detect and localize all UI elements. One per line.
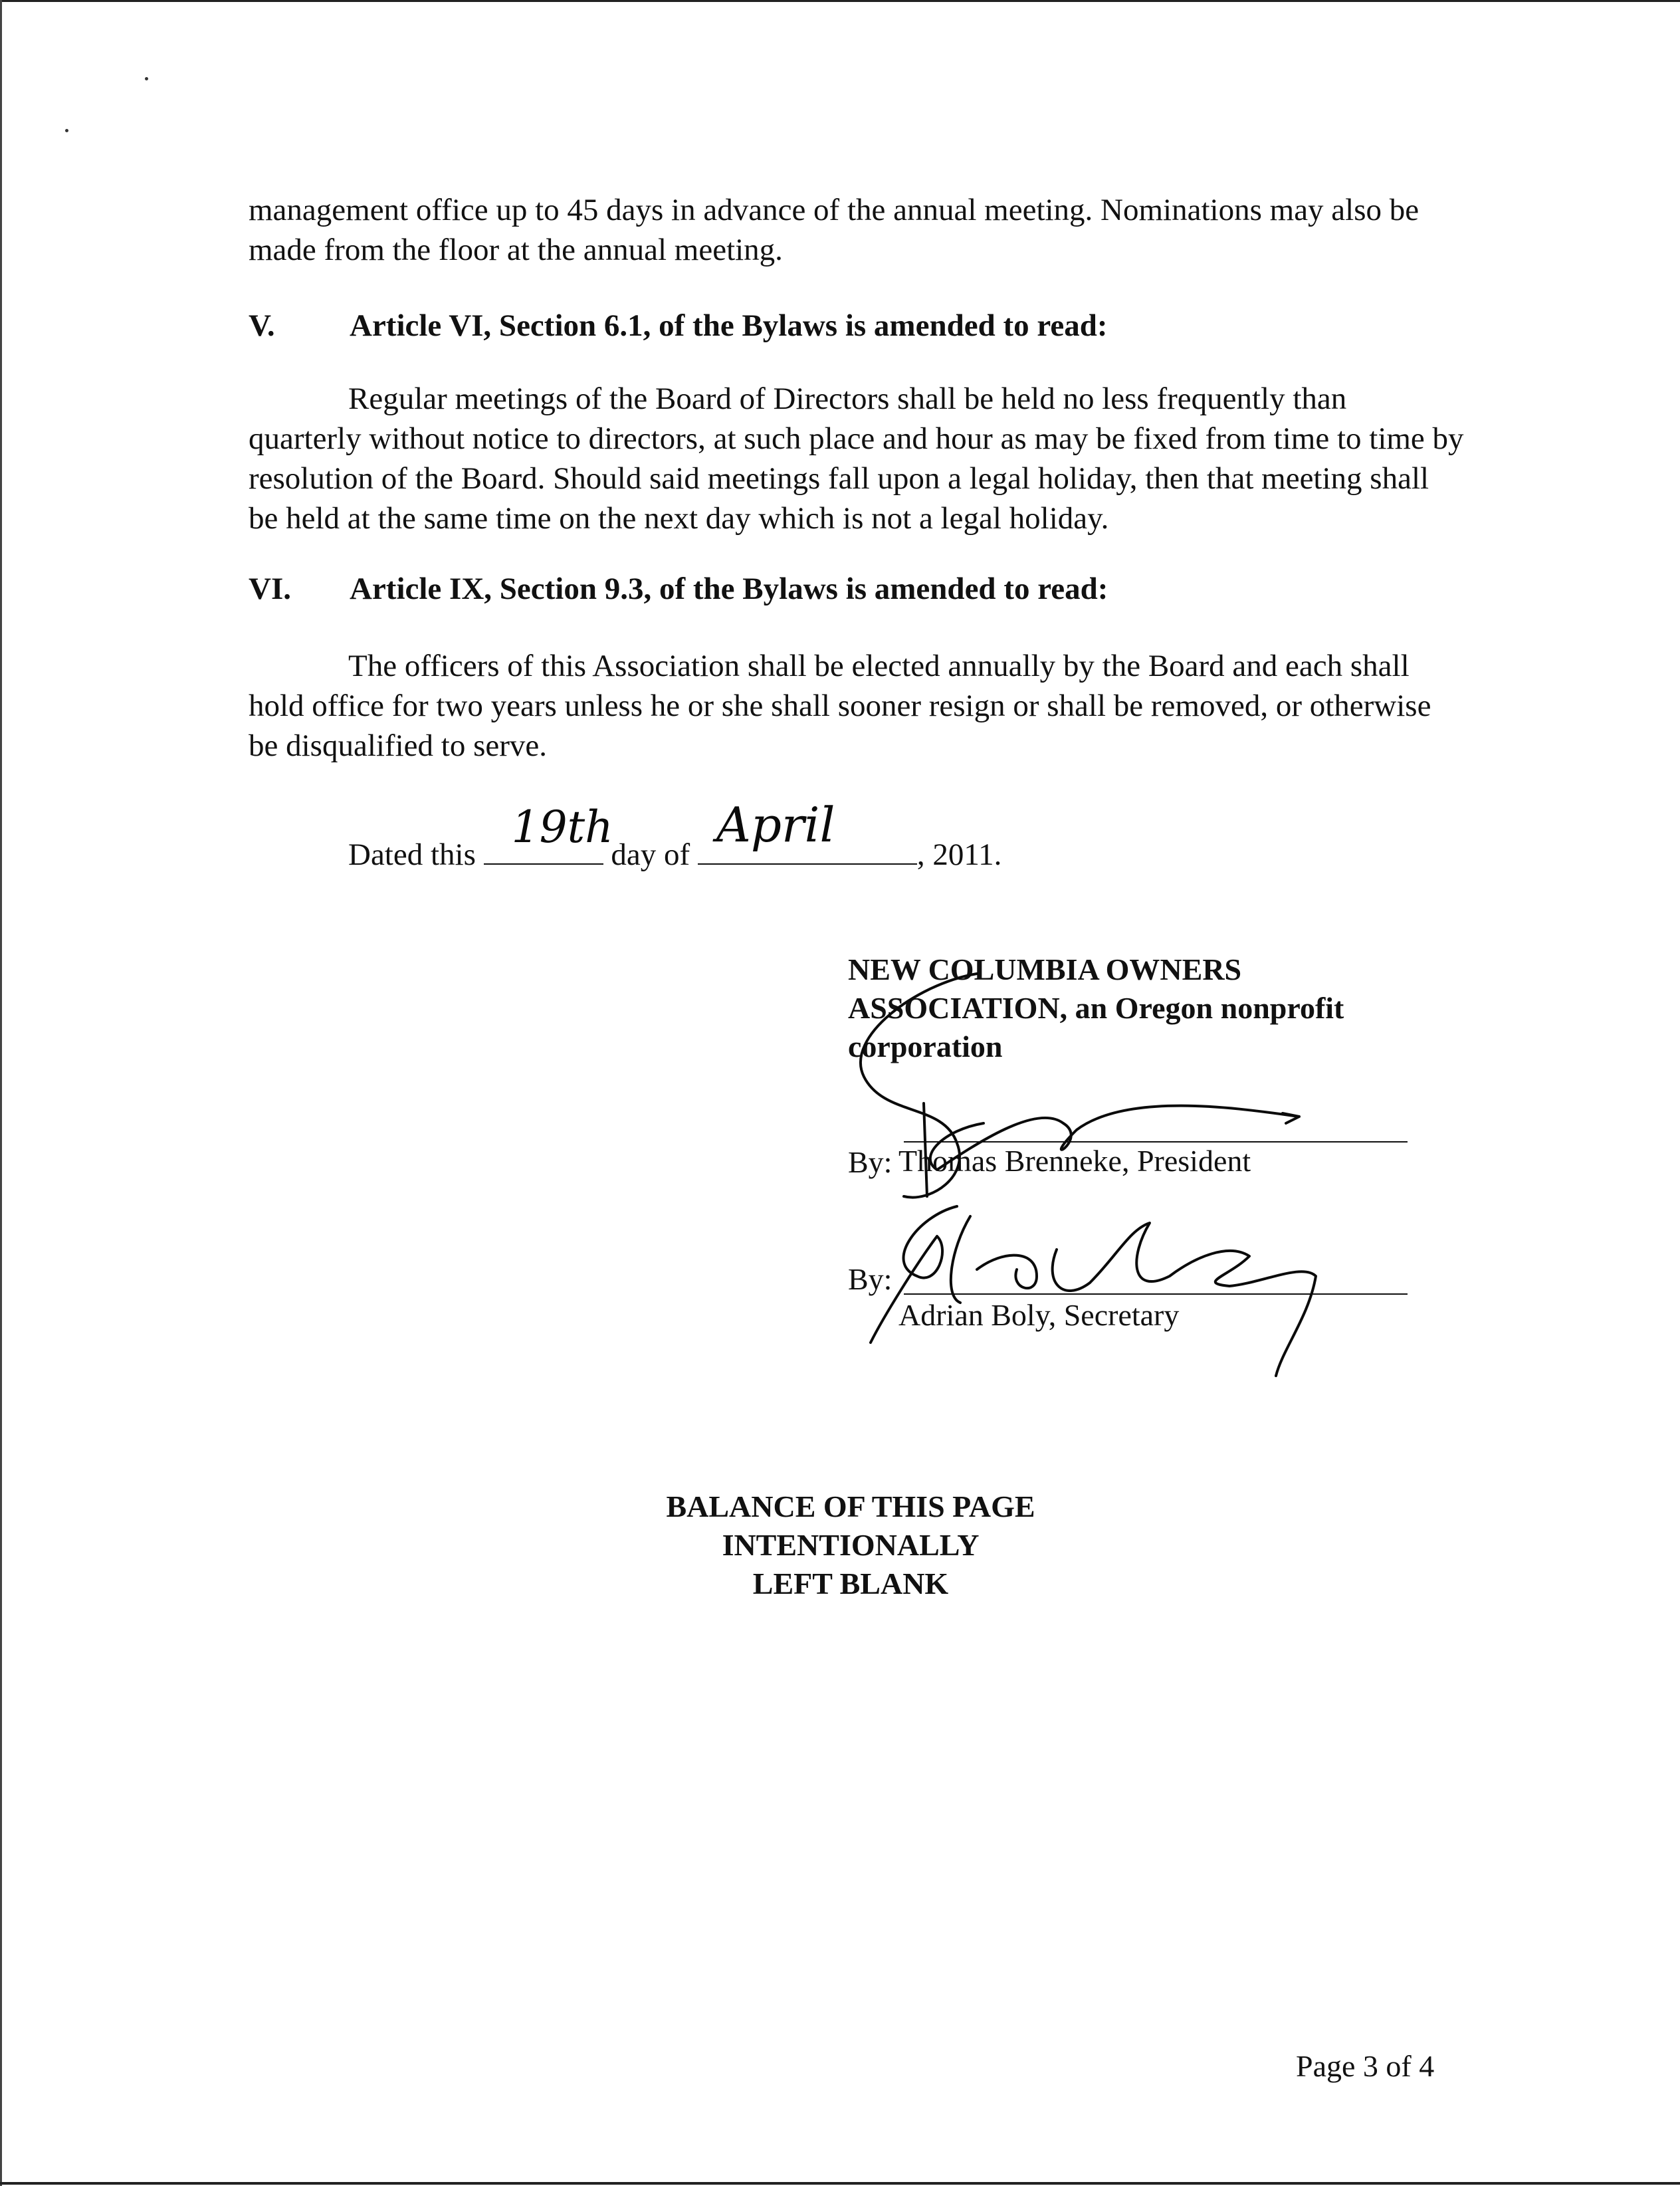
section-heading [249, 569, 1108, 609]
organization-name: NEW COLUMBIA OWNERS ASSOCIATION, an Oregon nonprofit corporation [848, 952, 1344, 1063]
handwritten-day: 19th [511, 802, 613, 853]
by-label-secretary: By: [848, 1262, 892, 1296]
balance-notice [465, 1487, 1236, 1603]
section-title: Article IX, Section 9.3, of the Bylaws is amended to read: [350, 572, 1108, 606]
dated-line [348, 797, 1002, 875]
balance-line-3: LEFT BLANK [752, 1567, 949, 1600]
scan-speck [65, 129, 68, 132]
continuation-paragraph: management office up to 45 days in advance of the annual meeting. Nominations may also be made from the floor at the annual meeting. [249, 193, 1419, 267]
section-heading [249, 306, 1108, 346]
dated-prefix: Dated this [348, 837, 476, 872]
scan-border-left [0, 0, 2, 2186]
section-body-text: The officers of this Association shall be elected annually by the Board and each shall hold office for two years unless he or she shall sooner resign or shall be removed, or otherwise be disqualified to serve. [249, 649, 1431, 763]
dated-suffix: , 2011. [916, 837, 1002, 872]
month-blank [698, 797, 917, 865]
section-number: VI. [249, 572, 291, 606]
signer-secretary: Adrian Boly, Secretary [898, 1298, 1180, 1332]
signature-secretary [871, 1206, 1316, 1376]
section-title: Article VI, Section 6.1, of the Bylaws is amended to read: [350, 308, 1108, 343]
section-body-text: Regular meetings of the Board of Directors shall be held no less frequently than quarterly without notice to directors, at such place and hour as may be fixed from time to time by resolution of the Board. Should said meetings fall upon a legal holiday, then that meeting shall be held at the same time on the next day which is not a legal holiday. [249, 382, 1464, 536]
page-number: Page 3 of 4 [1296, 2049, 1435, 2083]
section-body [249, 646, 1465, 766]
signature-line-secretary [904, 1293, 1408, 1295]
scan-border-top [0, 0, 1680, 2]
scan-speck [145, 77, 148, 80]
by-label-president: By: [848, 1145, 892, 1179]
section-body [249, 379, 1465, 538]
balance-line-2: INTENTIONALLY [722, 1528, 980, 1562]
section-number: V. [249, 308, 275, 343]
day-blank [484, 802, 613, 865]
balance-line-1: BALANCE OF THIS PAGE [666, 1489, 1035, 1523]
scan-border-bottom [0, 2182, 1680, 2185]
signer-president: Thomas Brenneke, President [898, 1144, 1251, 1178]
handwritten-month: April [716, 797, 835, 853]
dated-middle: day of [611, 837, 690, 872]
